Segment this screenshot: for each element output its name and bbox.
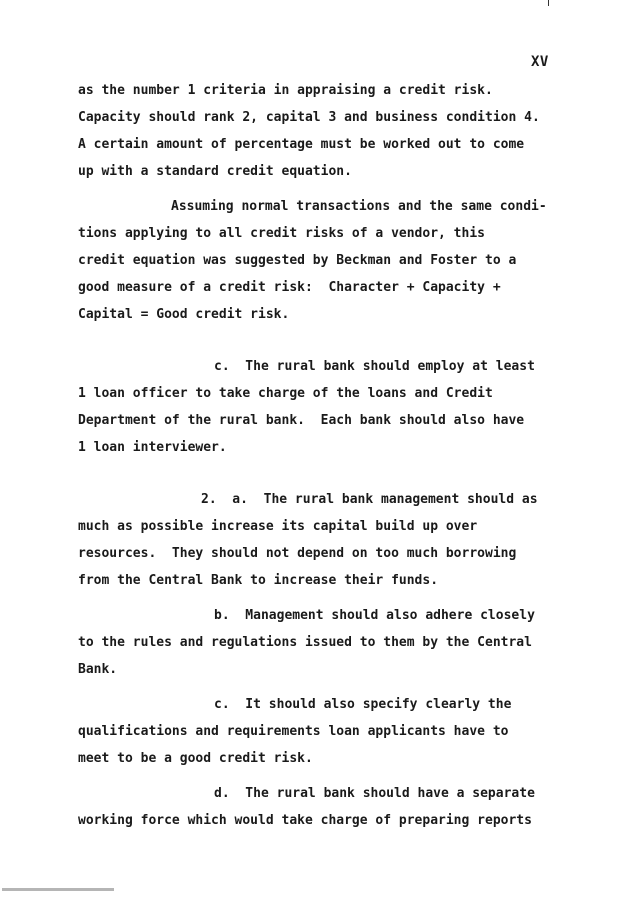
text-line: as the number 1 criteria in appraising a credit risk. — [78, 83, 493, 98]
page-number: XV — [531, 54, 549, 70]
text-line: up with a standard credit equation. — [78, 164, 352, 179]
text-line: qualifications and requirements loan applicants have to — [78, 724, 509, 739]
text-line: much as possible increase its capital build up over — [78, 519, 478, 534]
text-line: Department of the rural bank. Each bank should also have — [78, 413, 525, 428]
text-line: d. The rural bank should have a separate — [214, 786, 535, 801]
text-line: 1 loan officer to take charge of the loans and Credit — [78, 386, 493, 401]
text-line: working force which would take charge of preparing reports — [78, 813, 532, 828]
text-line: Capacity should rank 2, capital 3 and business condition 4. — [78, 110, 540, 125]
body-text — [78, 77, 578, 834]
scan-mark — [548, 0, 549, 6]
text-line: to the rules and regulations issued to them by the Central — [78, 635, 532, 650]
text-line: meet to be a good credit risk. — [78, 751, 313, 766]
text-line: c. It should also specify clearly the — [214, 697, 512, 712]
text-line: good measure of a credit risk: Character + Capacity + — [78, 280, 501, 295]
text-line: Assuming normal transactions and the same condi- — [171, 199, 547, 214]
text-line: 1 loan interviewer. — [78, 440, 227, 455]
text-line: from the Central Bank to increase their funds. — [78, 573, 439, 588]
text-line: 2. a. The rural bank management should as — [201, 492, 538, 507]
text-line: c. The rural bank should employ at least — [214, 359, 535, 374]
text-line: resources. They should not depend on too much borrowing — [78, 546, 517, 561]
text-line: b. Management should also adhere closely — [214, 608, 535, 623]
text-line: Bank. — [78, 662, 118, 677]
text-line: tions applying to all credit risks of a vendor, this — [78, 226, 485, 241]
text-line: credit equation was suggested by Beckman and Foster to a — [78, 253, 517, 268]
text-line: A certain amount of percentage must be worked out to come — [78, 137, 525, 152]
text-line: Capital = Good credit risk. — [78, 307, 290, 322]
scan-footer-stamp — [2, 888, 114, 891]
